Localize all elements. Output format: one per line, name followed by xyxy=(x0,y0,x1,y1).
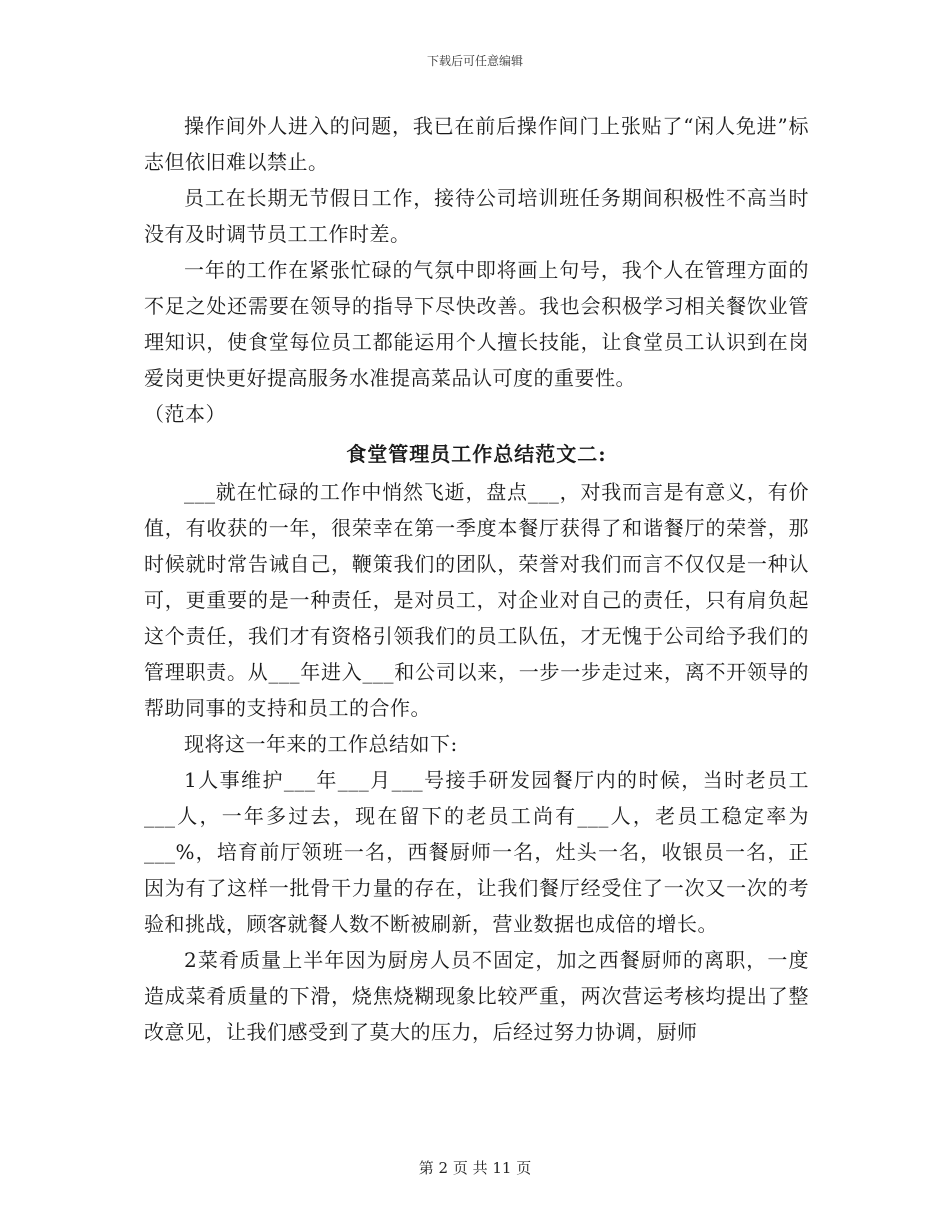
body-paragraph: 1人事维护___年___月___号接手研发园餐厅内的时候，当时老员工___人，一年多过去，现在留下的老员工尚有___人，老员工稳定率为___%，培育前厅领班一名，西餐厨师一名，灶头一名，收银员一名，正因为有了这样一批骨干力量的存在，让我们餐厅经受住了一次又一次的考验和挑战，顾客就餐人数不断被刷新，营业数据也成倍的增长。 xyxy=(144,768,809,936)
body-paragraph: 员工在长期无节假日工作，接待公司培训班任务期间积极性不高当时没有及时调节员工工作时差。 xyxy=(144,186,809,246)
section-title: 食堂管理员工作总结范文二: xyxy=(346,442,607,466)
template-note: （范本） xyxy=(144,402,226,426)
body-paragraph: 2菜肴质量上半年因为厨房人员不固定，加之西餐厨师的离职，一度造成菜肴质量的下滑，烧焦烧糊现象比较严重，两次营运考核均提出了整改意见，让我们感受到了莫大的压力，后经过努力协调，厨师 xyxy=(144,948,809,1044)
page-header: 下载后可任意编辑 xyxy=(426,54,523,68)
body-paragraph: 一年的工作在紧张忙碌的气氛中即将画上句号，我个人在管理方面的不足之处还需要在领导的指导下尽快改善。我也会积极学习相关餐饮业管理知识，使食堂每位员工都能运用个人擅长技能，让食堂员工认识到在岗爱岗更快更好提高服务水准提高菜品认可度的重要性。 xyxy=(144,258,809,390)
body-paragraph: 现将这一年来的工作总结如下: xyxy=(184,732,458,756)
body-paragraph: 操作间外人进入的问题，我已在前后操作间门上张贴了“闲人免进”标志但依旧难以禁止。 xyxy=(144,114,809,174)
body-paragraph: ___就在忙碌的工作中悄然飞逝，盘点___，对我而言是有意义，有价值，有收获的一年，很荣幸在第一季度本餐厅获得了和谐餐厅的荣誉，那时候就时常告诫自己，鞭策我们的团队，荣誉对我们而言不仅仅是一种认可，更重要的是一种责任，是对员工，对企业对自己的责任，只有肩负起这个责任，我们才有资格引领我们的员工队伍，才无愧于公司给予我们的管理职责。从___年进入___和公司以来，一步一步走过来，离不开领导的帮助同事的支持和员工的合作。 xyxy=(144,480,809,720)
page-footer: 第 2 页 共 11 页 xyxy=(418,1159,532,1177)
document-body xyxy=(144,108,809,1050)
